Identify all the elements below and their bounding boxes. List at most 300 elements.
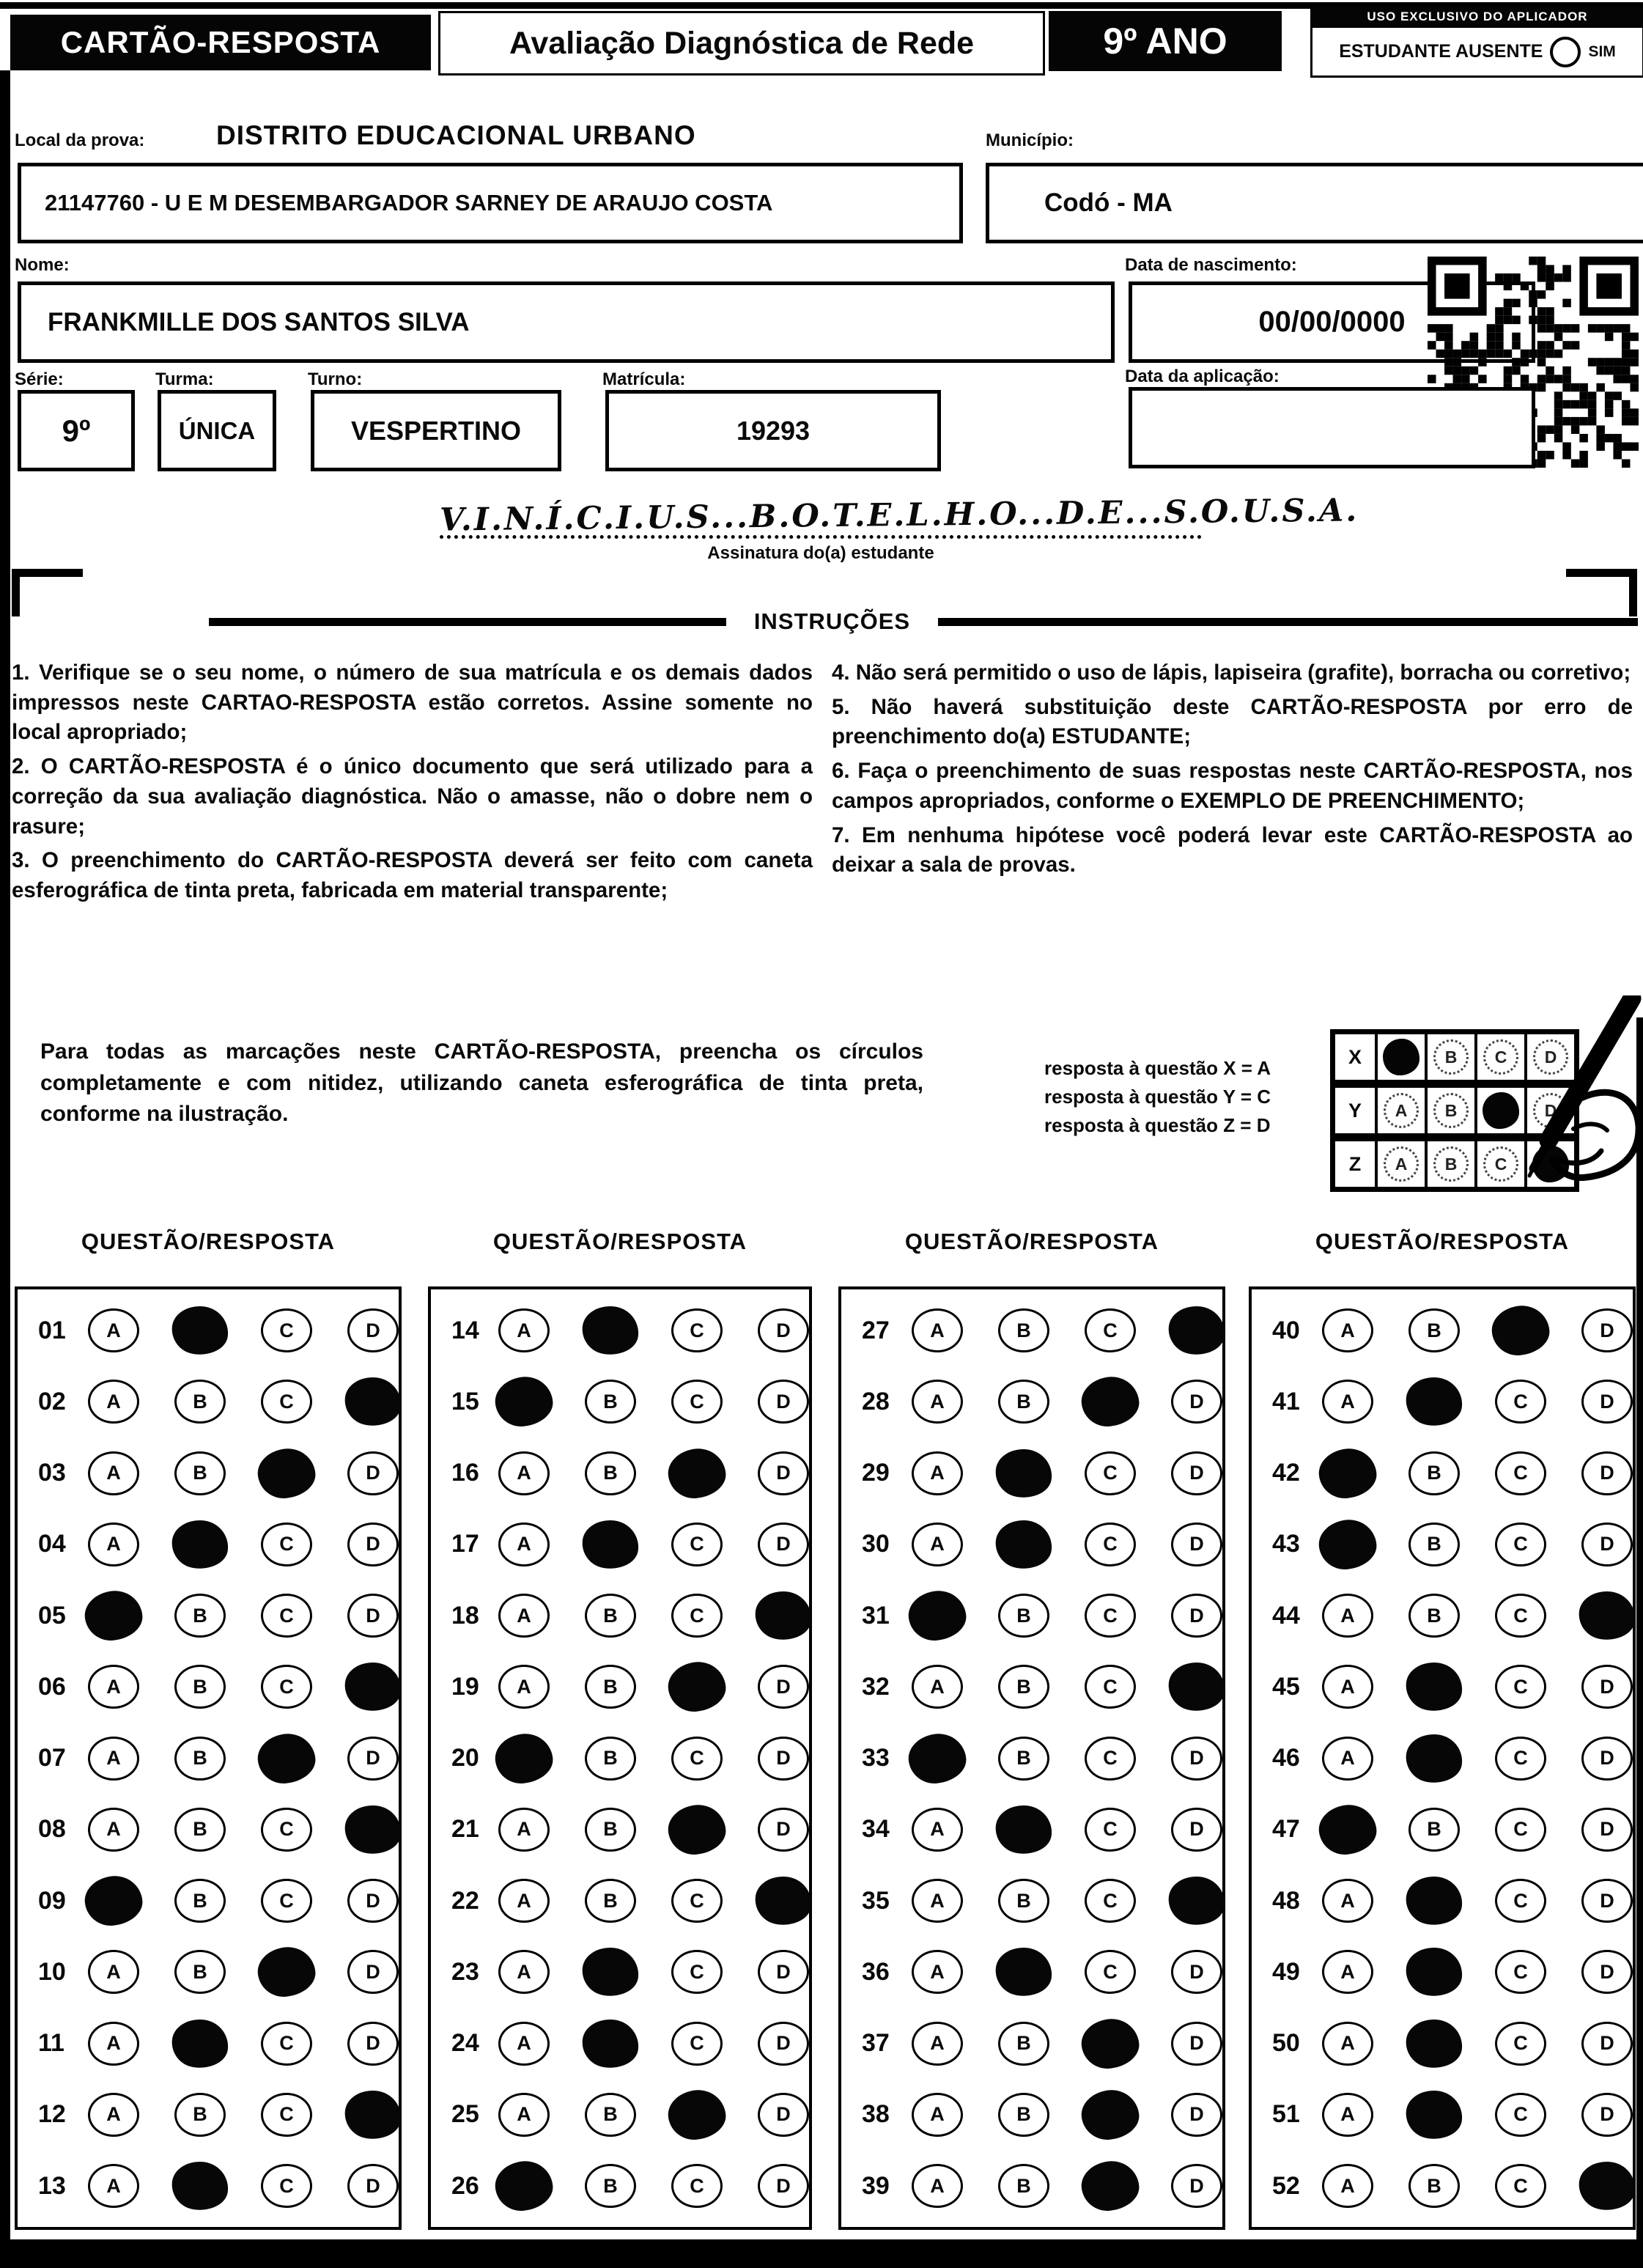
bubble-q25-B[interactable]: B: [585, 2093, 636, 2137]
bubble-q39-A[interactable]: A: [912, 2164, 963, 2208]
question-number: 19: [451, 1672, 479, 1701]
bubble-q22-B[interactable]: B: [585, 1879, 636, 1923]
bubble-q44-A[interactable]: A: [1322, 1594, 1373, 1638]
bubble-q02-A[interactable]: A: [88, 1380, 139, 1424]
question-response-header-1: QUESTÃO/RESPOSTA: [81, 1229, 336, 1254]
question-response-header-3: QUESTÃO/RESPOSTA: [904, 1229, 1159, 1254]
bubble-q35-B[interactable]: B: [998, 1879, 1049, 1923]
bubble-q45-D[interactable]: D: [1581, 1665, 1633, 1709]
bubble-q35-D[interactable]: [1166, 1874, 1227, 1929]
bubble-q52-A[interactable]: A: [1322, 2164, 1373, 2208]
question-row-16: [431, 1451, 809, 1495]
bubble-q19-D[interactable]: D: [758, 1665, 809, 1709]
bubble-q32-B[interactable]: B: [998, 1665, 1049, 1709]
bubble-q11-C[interactable]: C: [261, 2022, 312, 2066]
bubble-q15-C[interactable]: C: [671, 1380, 723, 1424]
applicator-box: [1310, 4, 1643, 78]
bubble-q06-C[interactable]: C: [261, 1665, 312, 1709]
bubble-q42-A[interactable]: [1317, 1446, 1378, 1501]
bubble-q50-A[interactable]: A: [1322, 2022, 1373, 2066]
bubble-q01-C[interactable]: C: [261, 1308, 312, 1352]
bubble-q23-A[interactable]: A: [498, 1950, 550, 1994]
bubble-q37-D[interactable]: D: [1171, 2022, 1222, 2066]
bubble-q49-C[interactable]: C: [1495, 1950, 1546, 1994]
question-number: 31: [862, 1601, 890, 1630]
bubble-q28-D[interactable]: D: [1171, 1380, 1222, 1424]
bubble-q37-A[interactable]: A: [912, 2022, 963, 2066]
bubble-q26-D[interactable]: D: [758, 2164, 809, 2208]
school-field: [18, 163, 963, 243]
bubble-q46-D[interactable]: D: [1581, 1737, 1633, 1781]
bubble-q25-D[interactable]: D: [758, 2093, 809, 2137]
bubble-q15-B[interactable]: B: [585, 1380, 636, 1424]
question-row-30: [841, 1523, 1222, 1566]
bubble-q23-D[interactable]: D: [758, 1950, 809, 1994]
bubble-q27-C[interactable]: C: [1085, 1308, 1136, 1352]
bubble-q37-C[interactable]: [1079, 2017, 1141, 2071]
bubble-q04-B[interactable]: [169, 1517, 231, 1572]
question-number: 10: [38, 1957, 66, 1986]
bubble-q48-D[interactable]: D: [1581, 1879, 1633, 1923]
question-number: 29: [862, 1459, 890, 1487]
question-number: 43: [1272, 1530, 1300, 1558]
bubble-q48-C[interactable]: C: [1495, 1879, 1546, 1923]
example-row-label: Y: [1335, 1088, 1378, 1133]
question-row-04: [18, 1523, 399, 1566]
bubble-q52-C[interactable]: C: [1495, 2164, 1546, 2208]
student-absent-bubble[interactable]: [1550, 37, 1581, 67]
bubble-q43-D[interactable]: D: [1581, 1523, 1633, 1566]
bubble-q15-A[interactable]: [493, 1374, 555, 1429]
bubble-q14-B[interactable]: [580, 1303, 641, 1358]
bubble-q04-A[interactable]: A: [88, 1523, 139, 1566]
bubble-q03-D[interactable]: D: [347, 1451, 399, 1495]
example-bubble-X-D: D: [1533, 1039, 1568, 1075]
example-bubble-Y-C: [1483, 1092, 1519, 1129]
bubble-q36-A[interactable]: A: [912, 1950, 963, 1994]
bubble-q31-C[interactable]: C: [1085, 1594, 1136, 1638]
question-number: 03: [38, 1459, 66, 1487]
bubble-q21-C[interactable]: [666, 1803, 728, 1857]
turno-label: Turno:: [308, 369, 363, 389]
question-row-18: [431, 1594, 809, 1638]
turno-field: [311, 390, 561, 471]
bubble-q11-B[interactable]: [169, 2016, 231, 2071]
bubble-q51-A[interactable]: A: [1322, 2093, 1373, 2137]
divider-line: [209, 618, 726, 626]
bubble-q47-D[interactable]: D: [1581, 1808, 1633, 1852]
question-number: 18: [451, 1601, 479, 1630]
serie-field: [18, 390, 135, 471]
question-number: 16: [451, 1459, 479, 1487]
bubble-q05-B[interactable]: B: [174, 1594, 226, 1638]
bubble-q33-C[interactable]: C: [1085, 1737, 1136, 1781]
bubble-q48-B[interactable]: [1403, 1874, 1465, 1929]
bubble-q18-A[interactable]: A: [498, 1594, 550, 1638]
bubble-q46-C[interactable]: C: [1495, 1737, 1546, 1781]
nascimento-value: 00/00/0000: [1258, 306, 1406, 338]
bubble-q13-C[interactable]: C: [261, 2164, 312, 2208]
bubble-q30-B[interactable]: [993, 1517, 1055, 1572]
question-number: 01: [38, 1316, 66, 1344]
bubble-q40-A[interactable]: A: [1322, 1308, 1373, 1352]
example-bubble-Y-B: B: [1433, 1093, 1469, 1128]
bubble-q29-A[interactable]: A: [912, 1451, 963, 1495]
bubble-q26-A[interactable]: [493, 2159, 555, 2213]
signature-handwriting: V.I.N.Í.C.I.U.S...B.O.T.E.L.H.O...D.E...S.O.U.S.A.: [439, 492, 1359, 539]
question-number: 47: [1272, 1815, 1300, 1844]
question-row-37: [841, 2022, 1222, 2066]
bubble-q52-D[interactable]: [1576, 2159, 1638, 2214]
bubble-q19-C[interactable]: [666, 1660, 728, 1714]
turma-label: Turma:: [155, 369, 214, 389]
bubble-q07-C[interactable]: [256, 1731, 317, 1786]
municipio-value: Codó - MA: [1044, 188, 1173, 217]
question-number: 52: [1272, 2171, 1300, 2200]
bubble-q26-B[interactable]: B: [585, 2164, 636, 2208]
bubble-q07-D[interactable]: D: [347, 1737, 399, 1781]
bubble-q07-A[interactable]: A: [88, 1737, 139, 1781]
school-value: 21147760 - U E M DESEMBARGADOR SARNEY DE ARAUJO COSTA: [45, 190, 773, 216]
bubble-q50-B[interactable]: [1403, 2016, 1465, 2071]
bubble-q51-D[interactable]: D: [1581, 2093, 1633, 2137]
bubble-q06-A[interactable]: A: [88, 1665, 139, 1709]
example-row-label: Z: [1335, 1141, 1378, 1187]
question-row-20: [431, 1737, 809, 1781]
bubble-q44-D[interactable]: [1576, 1588, 1638, 1643]
bubble-q19-B[interactable]: B: [585, 1665, 636, 1709]
question-row-38: [841, 2093, 1222, 2137]
bubble-q49-D[interactable]: D: [1581, 1950, 1633, 1994]
bubble-q42-B[interactable]: B: [1408, 1451, 1460, 1495]
bubble-q19-A[interactable]: A: [498, 1665, 550, 1709]
bubble-q22-D[interactable]: [753, 1874, 814, 1929]
bubble-q32-A[interactable]: A: [912, 1665, 963, 1709]
bubble-q36-C[interactable]: C: [1085, 1950, 1136, 1994]
question-row-50: [1252, 2022, 1633, 2066]
bubble-q40-C[interactable]: [1490, 1303, 1551, 1358]
bubble-q38-C[interactable]: [1079, 2088, 1141, 2142]
bubble-q24-B[interactable]: [580, 2016, 641, 2071]
bubble-q06-B[interactable]: B: [174, 1665, 226, 1709]
answer-column: [428, 1286, 812, 2230]
bubble-q12-D[interactable]: [342, 2087, 404, 2142]
bubble-q32-D[interactable]: [1166, 1660, 1227, 1715]
question-number: 24: [451, 2029, 479, 2057]
bubble-q51-C[interactable]: C: [1495, 2093, 1546, 2137]
bubble-q44-B[interactable]: B: [1408, 1594, 1460, 1638]
bubble-q40-D[interactable]: D: [1581, 1308, 1633, 1352]
bubble-q46-A[interactable]: A: [1322, 1737, 1373, 1781]
bubble-q25-A[interactable]: A: [498, 2093, 550, 2137]
bubble-q35-A[interactable]: A: [912, 1879, 963, 1923]
bubble-q04-D[interactable]: D: [347, 1523, 399, 1566]
bubble-q11-D[interactable]: D: [347, 2022, 399, 2066]
bubble-q30-D[interactable]: D: [1171, 1523, 1222, 1566]
bubble-q43-B[interactable]: B: [1408, 1523, 1460, 1566]
legend-line: resposta à questão Z = D: [1044, 1114, 1271, 1136]
question-row-29: [841, 1451, 1222, 1495]
legend-line: resposta à questão Y = C: [1044, 1086, 1271, 1108]
bubble-q22-C[interactable]: C: [671, 1879, 723, 1923]
bubble-q12-B[interactable]: B: [174, 2093, 226, 2137]
question-number: 17: [451, 1530, 479, 1558]
bubble-q49-B[interactable]: [1403, 1945, 1465, 2000]
bubble-q36-B[interactable]: [993, 1945, 1055, 2000]
bubble-q31-D[interactable]: D: [1171, 1594, 1222, 1638]
bubble-q20-D[interactable]: D: [758, 1737, 809, 1781]
bubble-q42-C[interactable]: C: [1495, 1451, 1546, 1495]
bubble-q03-A[interactable]: A: [88, 1451, 139, 1495]
bubble-q52-B[interactable]: B: [1408, 2164, 1460, 2208]
bubble-q24-A[interactable]: A: [498, 2022, 550, 2066]
bubble-q29-D[interactable]: D: [1171, 1451, 1222, 1495]
bubble-q10-D[interactable]: D: [347, 1950, 399, 1994]
bubble-q08-A[interactable]: A: [88, 1808, 139, 1852]
bubble-q28-C[interactable]: [1079, 1374, 1141, 1429]
bubble-q07-B[interactable]: B: [174, 1737, 226, 1781]
bubble-q34-A[interactable]: A: [912, 1808, 963, 1852]
bubble-q18-B[interactable]: B: [585, 1594, 636, 1638]
bubble-q21-B[interactable]: B: [585, 1808, 636, 1852]
bubble-q33-A[interactable]: [907, 1731, 968, 1786]
bubble-q38-A[interactable]: A: [912, 2093, 963, 2137]
bubble-q08-D[interactable]: [342, 1802, 404, 1857]
bubble-q22-A[interactable]: A: [498, 1879, 550, 1923]
bubble-q10-A[interactable]: A: [88, 1950, 139, 1994]
bubble-q24-C[interactable]: C: [671, 2022, 723, 2066]
bubble-q13-A[interactable]: A: [88, 2164, 139, 2208]
question-number: 14: [451, 1316, 479, 1344]
bubble-q32-C[interactable]: C: [1085, 1665, 1136, 1709]
instructions-left: [12, 658, 813, 910]
bubble-q12-C[interactable]: C: [261, 2093, 312, 2137]
bubble-q47-A[interactable]: [1317, 1803, 1378, 1857]
bubble-q17-A[interactable]: A: [498, 1523, 550, 1566]
bubble-q31-B[interactable]: B: [998, 1594, 1049, 1638]
bubble-q06-D[interactable]: [342, 1660, 404, 1715]
instruction-item: 2. O CARTÃO-RESPOSTA é o único documento que será utilizado para a correção da sua avaliação diagnóstica. Não o amasse, não o dobre nem o rasure;: [12, 754, 813, 839]
bubble-q08-C[interactable]: C: [261, 1808, 312, 1852]
bubble-q44-C[interactable]: C: [1495, 1594, 1546, 1638]
bubble-q41-B[interactable]: [1403, 1374, 1465, 1429]
bubble-q16-B[interactable]: B: [585, 1451, 636, 1495]
bubble-q16-A[interactable]: A: [498, 1451, 550, 1495]
bubble-q23-B[interactable]: [580, 1945, 641, 2000]
bubble-q09-B[interactable]: B: [174, 1879, 226, 1923]
bubble-q30-C[interactable]: C: [1085, 1523, 1136, 1566]
registration-mark-left: [12, 569, 83, 616]
bubble-q14-D[interactable]: D: [758, 1308, 809, 1352]
bubble-q01-D[interactable]: D: [347, 1308, 399, 1352]
bubble-q41-D[interactable]: D: [1581, 1380, 1633, 1424]
bubble-q26-C[interactable]: C: [671, 2164, 723, 2208]
bubble-q10-C[interactable]: [256, 1945, 317, 1999]
answer-column: [1249, 1286, 1636, 2230]
nome-label: Nome:: [15, 255, 70, 275]
bubble-q41-A[interactable]: A: [1322, 1380, 1373, 1424]
bubble-q09-A[interactable]: [83, 1874, 144, 1928]
bubble-q31-A[interactable]: [907, 1588, 968, 1643]
question-row-48: [1252, 1879, 1633, 1923]
bubble-q02-B[interactable]: B: [174, 1380, 226, 1424]
bottom-scan-bar: [0, 2239, 1643, 2268]
bubble-q14-C[interactable]: C: [671, 1308, 723, 1352]
bubble-q36-D[interactable]: D: [1171, 1950, 1222, 1994]
bubble-q39-B[interactable]: B: [998, 2164, 1049, 2208]
example-bubble-Y-A: A: [1384, 1093, 1419, 1128]
instructions-title: INSTRUÇÕES: [753, 608, 911, 634]
bubble-q05-A[interactable]: [83, 1588, 144, 1643]
answer-column: [15, 1286, 402, 2230]
bubble-q04-C[interactable]: C: [261, 1523, 312, 1566]
bubble-q21-D[interactable]: D: [758, 1808, 809, 1852]
bubble-q20-C[interactable]: C: [671, 1737, 723, 1781]
question-number: 40: [1272, 1316, 1300, 1344]
bubble-q45-B[interactable]: [1403, 1660, 1465, 1715]
applicator-title: USO EXCLUSIVO DO APLICADOR: [1312, 7, 1642, 28]
bubble-q09-D[interactable]: D: [347, 1879, 399, 1923]
bubble-q35-C[interactable]: C: [1085, 1879, 1136, 1923]
bubble-q17-C[interactable]: C: [671, 1523, 723, 1566]
bubble-q13-D[interactable]: D: [347, 2164, 399, 2208]
bubble-q49-A[interactable]: A: [1322, 1950, 1373, 1994]
bubble-q21-A[interactable]: A: [498, 1808, 550, 1852]
bubble-q37-B[interactable]: B: [998, 2022, 1049, 2066]
bubble-q05-C[interactable]: C: [261, 1594, 312, 1638]
question-number: 32: [862, 1672, 890, 1701]
matricula-value: 19293: [736, 415, 811, 446]
question-row-52: [1252, 2164, 1633, 2208]
question-row-46: [1252, 1737, 1633, 1781]
bubble-q48-A[interactable]: A: [1322, 1879, 1373, 1923]
bubble-q34-C[interactable]: C: [1085, 1808, 1136, 1852]
bubble-q47-C[interactable]: C: [1495, 1808, 1546, 1852]
local-label: Local da prova:: [15, 130, 145, 150]
example-row: [1335, 1141, 1574, 1187]
bubble-q45-A[interactable]: A: [1322, 1665, 1373, 1709]
bubble-q17-B[interactable]: [580, 1517, 641, 1572]
bubble-q50-C[interactable]: C: [1495, 2022, 1546, 2066]
bubble-q01-B[interactable]: [169, 1303, 231, 1358]
marking-note: Para todas as marcações neste CARTÃO-RESPOSTA, preencha os círculos completamente e com nitidez, utilizando caneta esferográfica de tinta preta, conforme na ilustração.: [40, 1039, 923, 1127]
bubble-q17-D[interactable]: D: [758, 1523, 809, 1566]
aplicacao-field[interactable]: [1129, 387, 1535, 468]
bubble-q39-C[interactable]: [1079, 2159, 1141, 2213]
right-scan-edge: [1636, 1017, 1643, 2240]
question-row-10: [18, 1950, 399, 1994]
bubble-q10-B[interactable]: B: [174, 1950, 226, 1994]
bubble-q27-B[interactable]: B: [998, 1308, 1049, 1352]
student-absent-label: ESTUDANTE AUSENTE: [1339, 41, 1543, 62]
bubble-q34-B[interactable]: [993, 1802, 1055, 1857]
question-number: 08: [38, 1815, 66, 1844]
bubble-q33-B[interactable]: B: [998, 1737, 1049, 1781]
bubble-q01-A[interactable]: A: [88, 1308, 139, 1352]
bubble-q16-C[interactable]: [666, 1446, 728, 1501]
bubble-q18-D[interactable]: [753, 1588, 814, 1643]
bubble-q38-B[interactable]: B: [998, 2093, 1049, 2137]
example-cell: [1477, 1141, 1527, 1187]
bubble-q40-B[interactable]: B: [1408, 1308, 1460, 1352]
example-bubble-Y-D: D: [1533, 1093, 1568, 1128]
bubble-q30-A[interactable]: A: [912, 1523, 963, 1566]
bubble-q18-C[interactable]: C: [671, 1594, 723, 1638]
example-bubble-Z-A: A: [1384, 1146, 1419, 1182]
bubble-q43-A[interactable]: [1317, 1517, 1378, 1572]
instructions-right: [832, 658, 1633, 910]
bubble-q11-A[interactable]: A: [88, 2022, 139, 2066]
bubble-q50-D[interactable]: D: [1581, 2022, 1633, 2066]
bubble-q16-D[interactable]: D: [758, 1451, 809, 1495]
bubble-q05-D[interactable]: D: [347, 1594, 399, 1638]
bubble-q29-B[interactable]: [993, 1446, 1055, 1501]
bubble-q03-C[interactable]: [256, 1446, 317, 1501]
bubble-q20-A[interactable]: [493, 1731, 555, 1786]
bubble-q27-A[interactable]: A: [912, 1308, 963, 1352]
bubble-q39-D[interactable]: D: [1171, 2164, 1222, 2208]
bubble-q09-C[interactable]: C: [261, 1879, 312, 1923]
question-row-27: [841, 1308, 1222, 1352]
bubble-q29-C[interactable]: C: [1085, 1451, 1136, 1495]
bubble-q13-B[interactable]: [169, 2159, 231, 2214]
bubble-q45-C[interactable]: C: [1495, 1665, 1546, 1709]
bubble-q25-C[interactable]: [666, 2088, 728, 2142]
example-cell: [1378, 1088, 1428, 1133]
bubble-q02-D[interactable]: [342, 1374, 404, 1429]
question-number: 23: [451, 1957, 479, 1986]
bubble-q41-C[interactable]: C: [1495, 1380, 1546, 1424]
question-number: 35: [862, 1886, 890, 1915]
bubble-q27-D[interactable]: [1166, 1303, 1227, 1358]
bubble-q24-D[interactable]: D: [758, 2022, 809, 2066]
local-value: DISTRITO EDUCACIONAL URBANO: [216, 120, 696, 150]
question-number: 42: [1272, 1459, 1300, 1487]
bubble-q43-C[interactable]: C: [1495, 1523, 1546, 1566]
bubble-q02-C[interactable]: C: [261, 1380, 312, 1424]
bubble-q46-B[interactable]: [1403, 1731, 1465, 1786]
instruction-item: 7. Em nenhuma hipótese você poderá levar este CARTÃO-RESPOSTA ao deixar a sala de provas.: [832, 822, 1633, 877]
bubble-q34-D[interactable]: D: [1171, 1808, 1222, 1852]
question-number: 30: [862, 1530, 890, 1558]
question-row-28: [841, 1380, 1222, 1424]
bubble-q12-A[interactable]: A: [88, 2093, 139, 2137]
example-cell: [1477, 1088, 1527, 1133]
bubble-q08-B[interactable]: B: [174, 1808, 226, 1852]
question-number: 49: [1272, 1957, 1300, 1986]
bubble-q38-D[interactable]: D: [1171, 2093, 1222, 2137]
question-number: 48: [1272, 1886, 1300, 1915]
bubble-q42-D[interactable]: D: [1581, 1451, 1633, 1495]
nascimento-label: Data de nascimento:: [1125, 255, 1297, 275]
instruction-item: 1. Verifique se o seu nome, o número de sua matrícula e os demais dados impressos neste CARTAO-RESPOSTA estão corretos. Assine somente no local apropriado;: [12, 660, 813, 745]
card-title: CARTÃO-RESPOSTA: [10, 15, 431, 70]
instruction-item: 4. Não será permitido o uso de lápis, lapiseira (grafite), borracha ou corretivo;: [832, 660, 1631, 685]
bubble-q14-A[interactable]: A: [498, 1308, 550, 1352]
bubble-q23-C[interactable]: C: [671, 1950, 723, 1994]
question-number: 04: [38, 1530, 66, 1558]
question-number: 26: [451, 2171, 479, 2200]
bubble-q51-B[interactable]: [1403, 2087, 1465, 2142]
bubble-q15-D[interactable]: D: [758, 1380, 809, 1424]
bubble-q20-B[interactable]: B: [585, 1737, 636, 1781]
bubble-q33-D[interactable]: D: [1171, 1737, 1222, 1781]
bubble-q47-B[interactable]: B: [1408, 1808, 1460, 1852]
serie-value: 9º: [62, 413, 91, 448]
bubble-q28-A[interactable]: A: [912, 1380, 963, 1424]
bubble-q03-B[interactable]: B: [174, 1451, 226, 1495]
bubble-q28-B[interactable]: B: [998, 1380, 1049, 1424]
